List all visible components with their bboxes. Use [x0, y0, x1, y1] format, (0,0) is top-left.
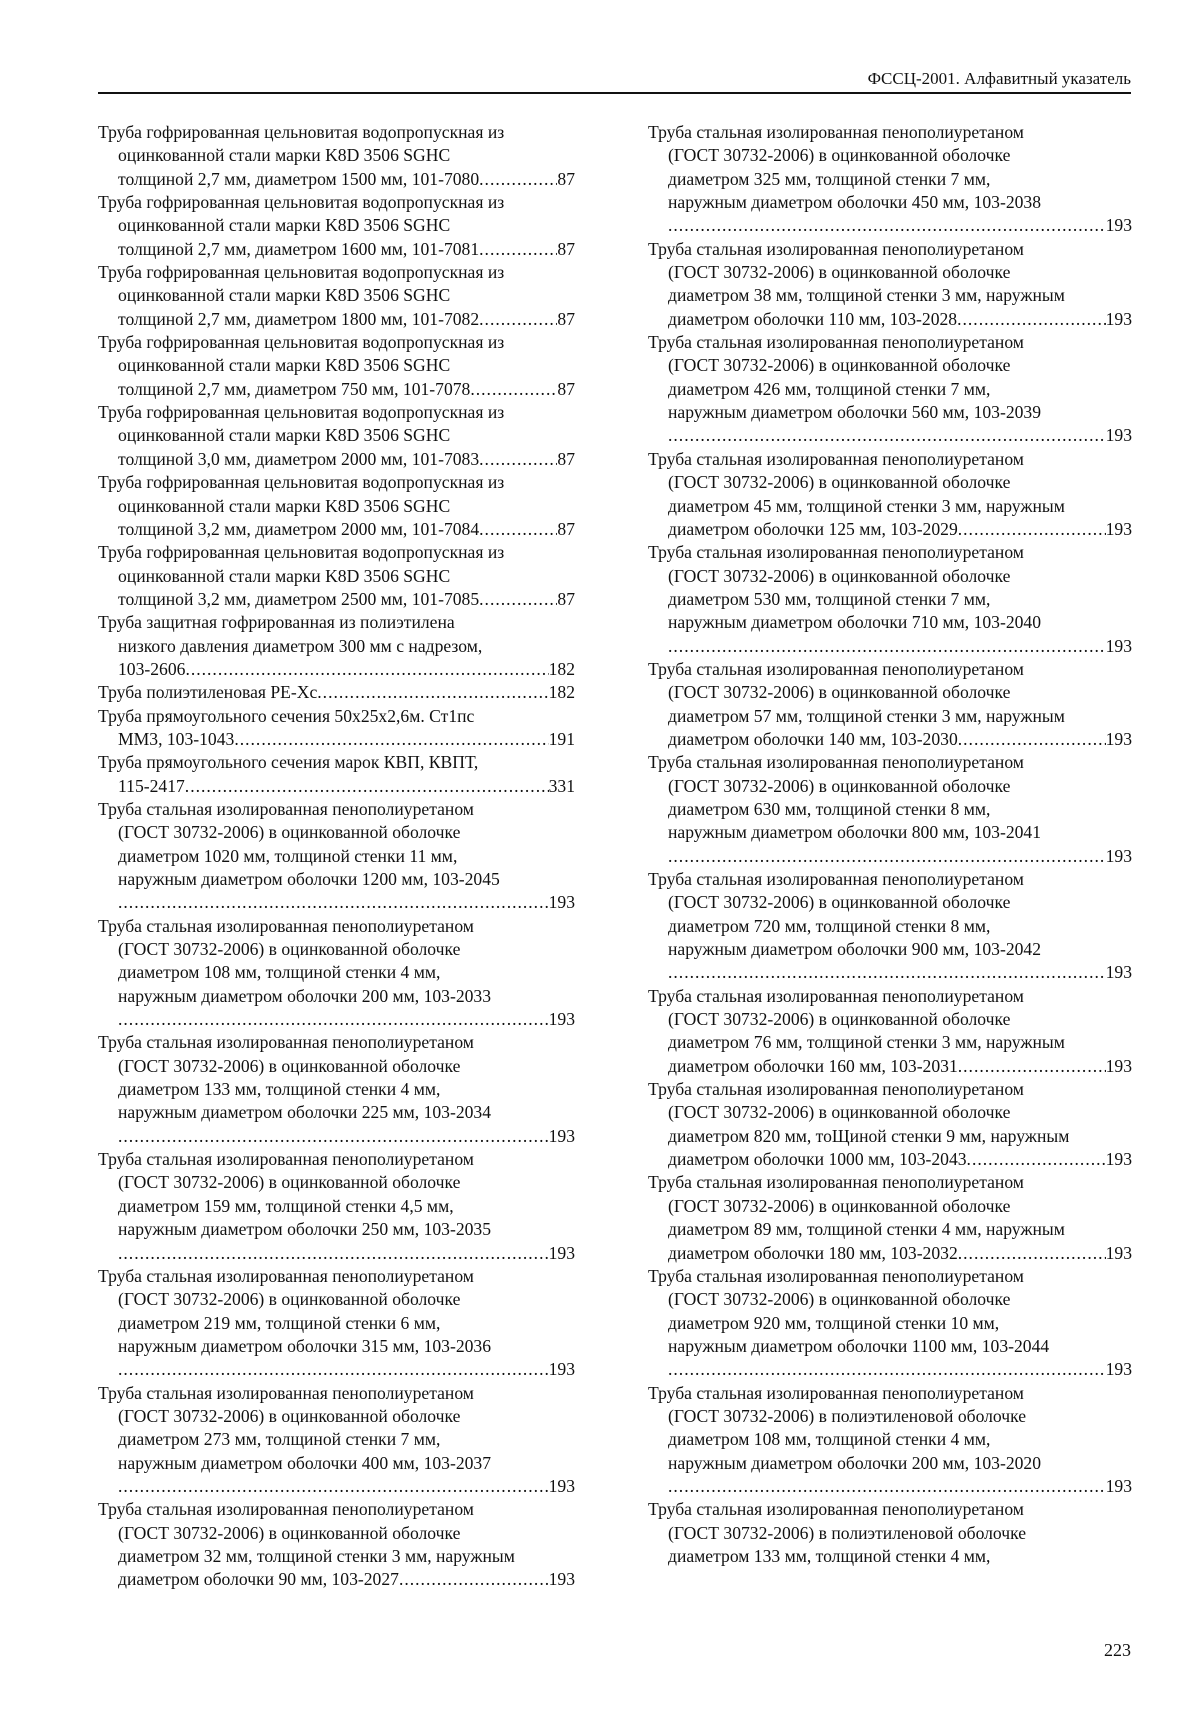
entry-heading: Труба защитная гофрированная из полиэтилена: [98, 612, 455, 633]
entry-line: [98, 658, 575, 681]
index-entry: [98, 1265, 575, 1382]
dot-leader: [399, 1568, 549, 1591]
dot-leader: [668, 1358, 1106, 1381]
entry-page-ref: 193: [1105, 1359, 1132, 1380]
entry-line: оцинкованной стали марки K8D 3506 SGHC: [118, 215, 451, 236]
entry-page-ref: 331: [548, 775, 575, 796]
dot-leader: [118, 1475, 549, 1498]
index-entry: [98, 798, 575, 915]
index-entry: [648, 868, 1132, 985]
entry-line: (ГОСТ 30732-2006) в оцинкованной оболочке: [668, 1009, 1011, 1030]
dot-leader: [185, 775, 549, 798]
dot-leader: [185, 658, 548, 681]
entry-text: диаметром оболочки 180 мм, 103-2032: [668, 1242, 958, 1263]
entry-text: толщиной 3,0 мм, диаметром 2000 мм, 101-7083: [118, 448, 480, 469]
entry-page-ref: 182: [548, 682, 575, 703]
index-entry: [648, 985, 1132, 1078]
entry-page-ref: 193: [548, 1125, 575, 1146]
entry-page-ref: 193: [1105, 1475, 1132, 1496]
index-entry: [98, 611, 575, 681]
entry-line: (ГОСТ 30732-2006) в оцинкованной оболочке: [118, 939, 461, 960]
entry-page-ref: 193: [1105, 518, 1132, 539]
entry-page-ref: 87: [557, 448, 575, 469]
entry-line: наружным диаметром оболочки 1100 мм, 103-2044: [668, 1335, 1050, 1356]
entry-page-ref: 193: [1105, 1149, 1132, 1170]
entry-line: диаметром 133 мм, толщиной стенки 4 мм,: [668, 1545, 991, 1566]
dot-leader: [317, 681, 548, 704]
index-entry: [98, 121, 575, 191]
entry-line: [98, 1568, 575, 1591]
entry-page-ref: 193: [548, 1242, 575, 1263]
entry-heading: Труба прямоугольного сечения марок КВП, КВПТ,: [98, 752, 479, 773]
entry-line: наружным диаметром оболочки 800 мм, 103-2041: [668, 822, 1042, 843]
index-entry: [648, 1382, 1132, 1499]
entry-line: оцинкованной стали марки K8D 3506 SGHC: [118, 495, 451, 516]
entry-line: наружным диаметром оболочки 315 мм, 103-2036: [118, 1335, 492, 1356]
dot-leader: [958, 518, 1106, 541]
entry-text: толщиной 2,7 мм, диаметром 1800 мм, 101-7082: [118, 308, 480, 329]
index-entry: [648, 751, 1132, 868]
entry-line: [98, 728, 575, 751]
dot-leader: [479, 588, 557, 611]
entry-line: наружным диаметром оболочки 200 мм, 103-2033: [118, 985, 492, 1006]
entry-heading: Труба гофрированная цельновитая водопропускная из: [98, 472, 505, 493]
entry-line: оцинкованной стали марки K8D 3506 SGHC: [118, 565, 451, 586]
entry-line: диаметром 630 мм, толщиной стенки 8 мм,: [668, 798, 991, 819]
entry-heading: Труба гофрированная цельновитая водопропускная из: [98, 542, 505, 563]
entry-line: [648, 1475, 1132, 1498]
entry-line: [98, 588, 575, 611]
dot-leader: [668, 424, 1106, 447]
entry-line: наружным диаметром оболочки 560 мм, 103-2039: [668, 402, 1042, 423]
dot-leader: [118, 1125, 549, 1148]
entry-line: [98, 1475, 575, 1498]
index-entry: [98, 331, 575, 401]
entry-text: диаметром оболочки 160 мм, 103-2031: [668, 1055, 958, 1076]
dot-leader: [957, 308, 1106, 331]
entry-text: диаметром оболочки 140 мм, 103-2030: [668, 728, 958, 749]
entry-heading: Труба стальная изолированная пенополиуретаном: [648, 1382, 1024, 1403]
entry-line: (ГОСТ 30732-2006) в оцинкованной оболочке: [118, 1055, 461, 1076]
index-entry: [98, 1148, 575, 1265]
index-entry: [98, 401, 575, 471]
entry-line: диаметром 325 мм, толщиной стенки 7 мм,: [668, 168, 991, 189]
index-entry: [648, 1498, 1132, 1568]
entry-line: [98, 1358, 575, 1381]
entry-page-ref: 87: [557, 168, 575, 189]
entry-heading: Труба стальная изолированная пенополиуретаном: [648, 448, 1024, 469]
entry-line: [648, 845, 1132, 868]
entry-line: [648, 518, 1132, 541]
entry-line: диаметром 57 мм, толщиной стенки 3 мм, наружным: [668, 705, 1065, 726]
entry-line: диаметром 1020 мм, толщиной стенки 11 мм,: [118, 845, 458, 866]
dot-leader: [668, 1475, 1106, 1498]
entry-page-ref: 87: [557, 518, 575, 539]
entry-heading: Труба стальная изолированная пенополиуретаном: [648, 238, 1024, 259]
entry-line: диаметром 219 мм, толщиной стенки 6 мм,: [118, 1312, 441, 1333]
entry-line: диаметром 38 мм, толщиной стенки 3 мм, наружным: [668, 285, 1065, 306]
running-header: [98, 68, 1131, 94]
entry-heading: Труба стальная изолированная пенополиуретаном: [98, 1032, 474, 1053]
entry-text: диаметром оболочки 1000 мм, 103-2043: [668, 1149, 967, 1170]
index-entry: [648, 238, 1132, 331]
entry-line: [98, 1125, 575, 1148]
entry-line: диаметром 108 мм, толщиной стенки 4 мм,: [668, 1429, 991, 1450]
entry-heading: Труба гофрированная цельновитая водопропускная из: [98, 332, 505, 353]
entry-heading: Труба стальная изолированная пенополиуретаном: [98, 1149, 474, 1170]
entry-page-ref: 193: [548, 1475, 575, 1496]
entry-text: диаметром оболочки 125 мм, 103-2029: [668, 518, 958, 539]
entry-heading: Труба гофрированная цельновитая водопропускная из: [98, 122, 505, 142]
index-entry: [648, 331, 1132, 448]
entry-page-ref: 87: [557, 308, 575, 329]
entry-line: наружным диаметром оболочки 400 мм, 103-2037: [118, 1452, 492, 1473]
entry-line: [98, 775, 575, 798]
entry-line: (ГОСТ 30732-2006) в полиэтиленовой оболочке: [668, 1405, 1027, 1426]
entry-line: [98, 308, 575, 331]
entry-line: (ГОСТ 30732-2006) в оцинкованной оболочке: [668, 472, 1011, 493]
index-entry: [98, 1031, 575, 1148]
entry-page-ref: 193: [548, 892, 575, 913]
index-entry: [648, 448, 1132, 541]
entry-line: (ГОСТ 30732-2006) в оцинкованной оболочке: [118, 1522, 461, 1543]
entry-line: наружным диаметром оболочки 710 мм, 103-2040: [668, 612, 1042, 633]
index-entry: [98, 1498, 575, 1591]
entry-line: низкого давления диаметром 300 мм с надрезом,: [118, 635, 483, 656]
index-entry: [98, 191, 575, 261]
entry-heading: Труба прямоугольного сечения 50х25х2,6м. Ст1пс: [98, 705, 475, 726]
entry-line: оцинкованной стали марки K8D 3506 SGHC: [118, 425, 451, 446]
dot-leader: [479, 448, 557, 471]
dot-leader: [967, 1148, 1106, 1171]
entry-line: [98, 891, 575, 914]
entry-line: [98, 168, 575, 191]
entry-line: диаметром 920 мм, толщиной стенки 10 мм,: [668, 1312, 1000, 1333]
dot-leader: [958, 728, 1106, 751]
entry-heading: Труба стальная изолированная пенополиуретаном: [648, 332, 1024, 353]
dot-leader: [668, 635, 1106, 658]
index-entry: [98, 261, 575, 331]
entry-line: [98, 681, 575, 704]
entry-line: [98, 1242, 575, 1265]
entry-page-ref: 87: [557, 378, 575, 399]
index-entry: [648, 121, 1132, 238]
entry-line: (ГОСТ 30732-2006) в оцинкованной оболочке: [668, 1195, 1011, 1216]
index-entry: [648, 1171, 1132, 1264]
entry-line: [98, 238, 575, 261]
entry-heading: Труба гофрированная цельновитая водопропускная из: [98, 402, 505, 423]
entry-line: оцинкованной стали марки K8D 3506 SGHC: [118, 145, 451, 166]
entry-line: [648, 424, 1132, 447]
entry-text: диаметром оболочки 110 мм, 103-2028: [668, 308, 958, 329]
entry-line: оцинкованной стали марки K8D 3506 SGHC: [118, 285, 451, 306]
index-entry: [648, 658, 1132, 751]
entry-text: толщиной 3,2 мм, диаметром 2500 мм, 101-7085: [118, 588, 480, 609]
entry-line: диаметром 76 мм, толщиной стенки 3 мм, наружным: [668, 1032, 1065, 1053]
entry-line: диаметром 45 мм, толщиной стенки 3 мм, наружным: [668, 495, 1065, 516]
entry-line: [98, 378, 575, 401]
entry-page-ref: 87: [557, 238, 575, 259]
dot-leader: [479, 308, 557, 331]
entry-text: толщиной 2,7 мм, диаметром 1500 мм, 101-7080: [118, 168, 480, 189]
entry-line: [648, 1242, 1132, 1265]
entry-line: (ГОСТ 30732-2006) в оцинкованной оболочке: [668, 565, 1011, 586]
entry-line: (ГОСТ 30732-2006) в оцинкованной оболочке: [118, 822, 461, 843]
entry-page-ref: 87: [557, 588, 575, 609]
entry-heading: Труба стальная изолированная пенополиуретаном: [648, 1499, 1024, 1520]
page-number: 223: [1104, 1640, 1131, 1660]
entry-line: (ГОСТ 30732-2006) в полиэтиленовой оболочке: [668, 1522, 1027, 1543]
entry-line: диаметром 133 мм, толщиной стенки 4 мм,: [118, 1079, 441, 1100]
entry-line: (ГОСТ 30732-2006) в оцинкованной оболочке: [668, 262, 1011, 283]
entry-line: наружным диаметром оболочки 450 мм, 103-2038: [668, 192, 1042, 213]
entry-line: диаметром 89 мм, толщиной стенки 4 мм, наружным: [668, 1219, 1065, 1240]
entry-line: диаметром 273 мм, толщиной стенки 7 мм,: [118, 1429, 441, 1450]
entry-line: (ГОСТ 30732-2006) в оцинкованной оболочке: [118, 1172, 461, 1193]
entry-line: [648, 308, 1132, 331]
entry-line: [648, 1055, 1132, 1078]
header-title: ФССЦ-2001. Алфавитный указатель: [867, 69, 1131, 88]
entry-heading: Труба стальная изолированная пенополиуретаном: [648, 122, 1024, 142]
entry-heading: Труба стальная изолированная пенополиуретаном: [648, 658, 1024, 679]
entry-line: диаметром 426 мм, толщиной стенки 7 мм,: [668, 378, 991, 399]
entry-heading: Труба стальная изолированная пенополиуретаном: [648, 1172, 1024, 1193]
index-entry: [648, 1265, 1132, 1382]
entry-heading: Труба стальная изолированная пенополиуретаном: [648, 985, 1024, 1006]
entry-heading: Труба стальная изолированная пенополиуретаном: [648, 869, 1024, 889]
entry-page-ref: 193: [548, 1569, 575, 1590]
entry-heading: Труба стальная изолированная пенополиуретаном: [648, 1265, 1024, 1286]
entry-line: [648, 1148, 1132, 1171]
entry-line: диаметром 720 мм, толщиной стенки 8 мм,: [668, 915, 991, 936]
dot-leader: [118, 891, 549, 914]
entry-heading: Труба гофрированная цельновитая водопропускная из: [98, 262, 505, 283]
entry-line: [98, 1008, 575, 1031]
index-entry: [98, 751, 575, 798]
entry-line: (ГОСТ 30732-2006) в оцинкованной оболочке: [668, 682, 1011, 703]
dot-leader: [118, 1358, 549, 1381]
entry-text: толщиной 3,2 мм, диаметром 2000 мм, 101-7084: [118, 518, 480, 539]
entry-page-ref: 193: [548, 1359, 575, 1380]
entry-line: [648, 635, 1132, 658]
entry-line: (ГОСТ 30732-2006) в оцинкованной оболочке: [668, 775, 1011, 796]
dot-leader: [470, 378, 557, 401]
entry-line: (ГОСТ 30732-2006) в оцинкованной оболочке: [668, 355, 1011, 376]
entry-text: толщиной 2,7 мм, диаметром 750 мм, 101-7078: [118, 378, 471, 399]
entry-line: наружным диаметром оболочки 900 мм, 103-2042: [668, 939, 1042, 960]
dot-leader: [479, 238, 557, 261]
entry-page-ref: 182: [548, 658, 575, 679]
entry-line: диаметром 159 мм, толщиной стенки 4,5 мм,: [118, 1195, 454, 1216]
dot-leader: [234, 728, 548, 751]
entry-line: диаметром 108 мм, толщиной стенки 4 мм,: [118, 962, 441, 983]
dot-leader: [668, 214, 1106, 237]
entry-heading: Труба стальная изолированная пенополиуретаном: [648, 542, 1024, 563]
entry-line: (ГОСТ 30732-2006) в оцинкованной оболочке: [668, 892, 1011, 913]
entry-line: [648, 1358, 1132, 1381]
entry-line: (ГОСТ 30732-2006) в оцинкованной оболочке: [118, 1405, 461, 1426]
entry-line: наружным диаметром оболочки 200 мм, 103-2020: [668, 1452, 1042, 1473]
index-entry: [98, 915, 575, 1032]
entry-line: диаметром 530 мм, толщиной стенки 7 мм,: [668, 588, 991, 609]
entry-heading: Труба стальная изолированная пенополиуретаном: [98, 1382, 474, 1403]
entry-page-ref: 193: [548, 1009, 575, 1030]
entry-text: Труба полиэтиленовая PE-Xc: [98, 682, 318, 703]
entry-page-ref: 193: [1105, 215, 1132, 236]
entry-heading: Труба стальная изолированная пенополиуретаном: [648, 1079, 1024, 1100]
entry-line: (ГОСТ 30732-2006) в оцинкованной оболочке: [668, 1289, 1011, 1310]
entry-page-ref: 193: [1105, 1242, 1132, 1263]
index-entry: [98, 705, 575, 752]
entry-line: [648, 728, 1132, 751]
entry-text: толщиной 2,7 мм, диаметром 1600 мм, 101-7081: [118, 238, 480, 259]
entry-line: наружным диаметром оболочки 1200 мм, 103-2045: [118, 869, 500, 889]
dot-leader: [479, 518, 557, 541]
entry-line: (ГОСТ 30732-2006) в оцинкованной оболочке: [118, 1289, 461, 1310]
entry-text: 103-2606: [118, 658, 186, 679]
entry-line: диаметром 32 мм, толщиной стенки 3 мм, наружным: [118, 1545, 515, 1566]
dot-leader: [668, 961, 1106, 984]
entry-text: ММ3, 103-1043: [118, 728, 235, 749]
entry-page-ref: 193: [1105, 1055, 1132, 1076]
entry-line: наружным диаметром оболочки 250 мм, 103-2035: [118, 1219, 492, 1240]
entry-heading: Труба стальная изолированная пенополиуретаном: [648, 752, 1024, 773]
index-entry: [98, 541, 575, 611]
entry-heading: Труба стальная изолированная пенополиуретаном: [98, 915, 474, 936]
entry-line: [98, 518, 575, 541]
index-column-right: [648, 121, 1132, 1568]
entry-line: [648, 961, 1132, 984]
entry-line: [648, 214, 1132, 237]
dot-leader: [668, 845, 1106, 868]
index-entry: [98, 471, 575, 541]
entry-heading: Труба стальная изолированная пенополиуретаном: [98, 798, 474, 819]
entry-page-ref: 193: [1105, 845, 1132, 866]
entry-line: оцинкованной стали марки K8D 3506 SGHC: [118, 355, 451, 376]
entry-page-ref: 193: [1105, 635, 1132, 656]
entry-page-ref: 193: [1105, 425, 1132, 446]
index-entry: [648, 1078, 1132, 1171]
dot-leader: [958, 1242, 1106, 1265]
entry-page-ref: 193: [1105, 962, 1132, 983]
entry-page-ref: 191: [548, 728, 575, 749]
entry-heading: Труба стальная изолированная пенополиуретаном: [98, 1265, 474, 1286]
index-column-left: [98, 121, 575, 1592]
dot-leader: [958, 1055, 1106, 1078]
entry-line: наружным диаметром оболочки 225 мм, 103-2034: [118, 1102, 492, 1123]
entry-text: 115-2417: [118, 775, 185, 796]
entry-heading: Труба гофрированная цельновитая водопропускная из: [98, 192, 505, 213]
index-entry: [98, 681, 575, 704]
index-entry: [98, 1382, 575, 1499]
entry-line: (ГОСТ 30732-2006) в оцинкованной оболочке: [668, 145, 1011, 166]
entry-line: [98, 448, 575, 471]
dot-leader: [479, 168, 557, 191]
index-entry: [648, 541, 1132, 658]
entry-heading: Труба стальная изолированная пенополиуретаном: [98, 1499, 474, 1520]
entry-text: диаметром оболочки 90 мм, 103-2027: [118, 1569, 399, 1590]
entry-line: диаметром 820 мм, тоЩиной стенки 9 мм, наружным: [668, 1125, 1070, 1146]
dot-leader: [118, 1242, 549, 1265]
dot-leader: [118, 1008, 549, 1031]
entry-page-ref: 193: [1105, 308, 1132, 329]
entry-line: (ГОСТ 30732-2006) в оцинкованной оболочке: [668, 1102, 1011, 1123]
entry-page-ref: 193: [1105, 728, 1132, 749]
